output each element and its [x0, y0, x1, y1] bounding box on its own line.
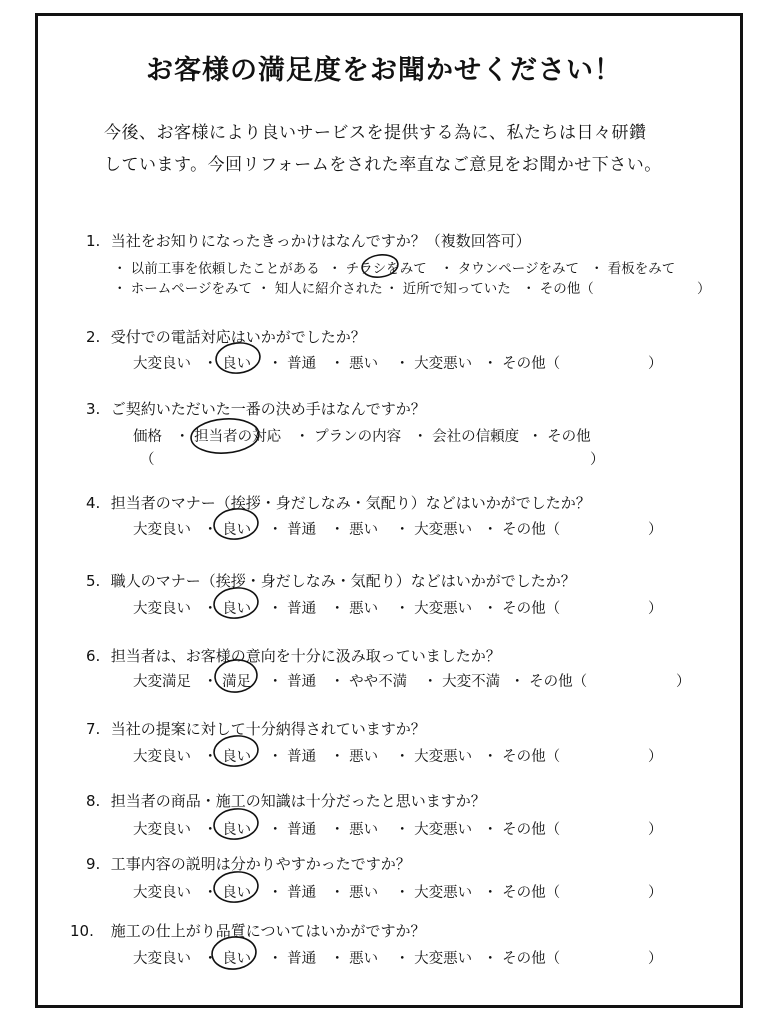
option-good[interactable]: ・ 良い: [203, 951, 252, 967]
option-normal[interactable]: ・ 普通: [268, 885, 317, 901]
question-3: [86, 398, 426, 419]
option-bad[interactable]: ・ 悪い: [330, 522, 379, 538]
option-very-bad[interactable]: ・ 大変悪い: [395, 749, 473, 765]
other-close-paren: ）: [648, 951, 663, 967]
option-very-dissatisfied[interactable]: ・ 大変不満: [423, 674, 501, 690]
question-number: 6.: [86, 647, 101, 665]
other-close-paren: ）: [648, 885, 663, 901]
option-referral[interactable]: ・ 知人に紹介された: [257, 281, 383, 297]
option-satisfied[interactable]: ・ 満足: [203, 674, 252, 690]
question-number: 7.: [86, 720, 101, 738]
option-other[interactable]: ・ その他（: [510, 674, 588, 690]
option-very-good[interactable]: 大変良い: [133, 951, 191, 967]
option-very-good[interactable]: 大変良い: [133, 601, 191, 617]
option-very-good[interactable]: 大変良い: [133, 749, 191, 765]
question-1: [86, 230, 531, 251]
option-bad[interactable]: ・ 悪い: [330, 951, 379, 967]
option-homepage[interactable]: ・ ホームページをみて: [113, 281, 253, 297]
option-very-good[interactable]: 大変良い: [133, 885, 191, 901]
option-good[interactable]: ・ 良い: [203, 522, 252, 538]
option-company-trust[interactable]: ・ 会社の信頼度: [413, 429, 520, 445]
other-close-paren: ）: [648, 822, 663, 838]
question-number: 9.: [86, 855, 101, 873]
question-7: [86, 718, 426, 739]
question-number: 8.: [86, 792, 101, 810]
question-number: 2.: [86, 328, 101, 346]
option-normal[interactable]: ・ 普通: [268, 822, 317, 838]
option-good[interactable]: ・ 良い: [203, 356, 252, 372]
option-very-bad[interactable]: ・ 大変悪い: [395, 822, 473, 838]
option-normal[interactable]: ・ 普通: [268, 356, 317, 372]
option-bad[interactable]: ・ 悪い: [330, 749, 379, 765]
question-text: 施工の仕上がり品質についてはいかがですか？: [110, 922, 426, 940]
option-town-page[interactable]: ・ タウンページをみて: [440, 261, 580, 277]
question-text: 担当者は、お客様の意向を十分に汲み取っていましたか？: [110, 647, 501, 665]
option-very-bad[interactable]: ・ 大変悪い: [395, 885, 473, 901]
page-title: お客様の満足度をお聞かせください！: [146, 55, 622, 86]
option-nearby[interactable]: ・ 近所で知っていた: [385, 281, 511, 297]
other-close-paren: ）: [648, 749, 663, 765]
question-number: 1.: [86, 232, 101, 250]
option-price[interactable]: 価格: [133, 429, 162, 445]
option-very-good[interactable]: 大変良い: [133, 522, 191, 538]
option-staff-response[interactable]: ・ 担当者の対応: [175, 429, 282, 445]
option-bad[interactable]: ・ 悪い: [330, 356, 379, 372]
option-previous-work[interactable]: ・ 以前工事を依頼したことがある: [113, 261, 320, 277]
option-very-bad[interactable]: ・ 大変悪い: [395, 522, 473, 538]
option-other[interactable]: ・ その他（: [483, 749, 561, 765]
option-good[interactable]: ・ 良い: [203, 885, 252, 901]
question-number: 10.: [70, 922, 94, 940]
option-very-satisfied[interactable]: 大変満足: [133, 674, 191, 690]
option-normal[interactable]: ・ 普通: [268, 522, 317, 538]
option-bad[interactable]: ・ 悪い: [330, 601, 379, 617]
other-close-paren: ）: [590, 452, 605, 468]
question-5: [86, 570, 576, 591]
option-other[interactable]: ・ その他（: [522, 281, 594, 297]
other-open-paren: （: [140, 452, 155, 468]
other-close-paren: ）: [648, 356, 663, 372]
other-close-paren: ）: [676, 674, 691, 690]
option-other[interactable]: ・ その他（: [483, 951, 561, 967]
question-number: 5.: [86, 572, 101, 590]
question-8: [86, 790, 486, 811]
option-plan-content[interactable]: ・ プランの内容: [295, 429, 402, 445]
question-9: [86, 853, 411, 874]
option-good[interactable]: ・ 良い: [203, 601, 252, 617]
option-normal[interactable]: ・ 普通: [268, 749, 317, 765]
option-other[interactable]: ・ その他（: [483, 522, 561, 538]
question-text: 受付での電話対応はいかがでしたか？: [110, 328, 366, 346]
option-other[interactable]: ・ その他（: [483, 885, 561, 901]
option-very-bad[interactable]: ・ 大変悪い: [395, 356, 473, 372]
option-good[interactable]: ・ 良い: [203, 822, 252, 838]
option-other[interactable]: ・ その他（: [483, 356, 561, 372]
option-other[interactable]: ・ その他（: [483, 822, 561, 838]
question-6: [86, 645, 501, 666]
question-text: 当社の提案に対して十分納得されていますか？: [110, 720, 426, 738]
question-number: 4.: [86, 494, 101, 512]
question-text: 当社をお知りになったきっかけはなんですか？（複数回答可）: [110, 232, 531, 250]
option-bad[interactable]: ・ 悪い: [330, 822, 379, 838]
question-text: 担当者の商品・施工の知識は十分だったと思いますか？: [110, 792, 486, 810]
intro-line-1: 今後、お客様により良いサービスを提供する為に、私たちは日々研鑽: [104, 123, 647, 143]
option-very-good[interactable]: 大変良い: [133, 822, 191, 838]
option-flyer[interactable]: ・ チラシをみて: [328, 261, 427, 277]
option-somewhat-dissatisfied[interactable]: ・ やや不満: [330, 674, 408, 690]
option-normal[interactable]: ・ 普通: [268, 951, 317, 967]
intro-line-2: しています。今回リフォームをされた率直なご意見をお聞かせ下さい。: [104, 155, 662, 175]
question-text: ご契約いただいた一番の決め手はなんですか？: [110, 400, 426, 418]
question-text: 職人のマナー（挨拶・身だしなみ・気配り）などはいかがでしたか？: [110, 572, 576, 590]
question-text: 担当者のマナー（挨拶・身だしなみ・気配り）などはいかがでしたか？: [110, 494, 591, 512]
option-other[interactable]: ・ その他（: [483, 601, 561, 617]
question-text: 工事内容の説明は分かりやすかったですか？: [110, 855, 411, 873]
option-very-bad[interactable]: ・ 大変悪い: [395, 951, 473, 967]
option-other[interactable]: ・ その他: [528, 429, 591, 445]
other-close-paren: ）: [648, 601, 663, 617]
option-very-bad[interactable]: ・ 大変悪い: [395, 601, 473, 617]
option-very-good[interactable]: 大変良い: [133, 356, 191, 372]
question-4: [86, 492, 591, 513]
option-bad[interactable]: ・ 悪い: [330, 885, 379, 901]
other-close-paren: ）: [697, 281, 711, 297]
option-good[interactable]: ・ 良い: [203, 749, 252, 765]
question-2: [86, 326, 366, 347]
option-normal[interactable]: ・ 普通: [268, 601, 317, 617]
question-number: 3.: [86, 400, 101, 418]
option-normal[interactable]: ・ 普通: [268, 674, 317, 690]
question-10: [70, 920, 425, 941]
option-signboard[interactable]: ・ 看板をみて: [590, 261, 676, 277]
other-close-paren: ）: [648, 522, 663, 538]
